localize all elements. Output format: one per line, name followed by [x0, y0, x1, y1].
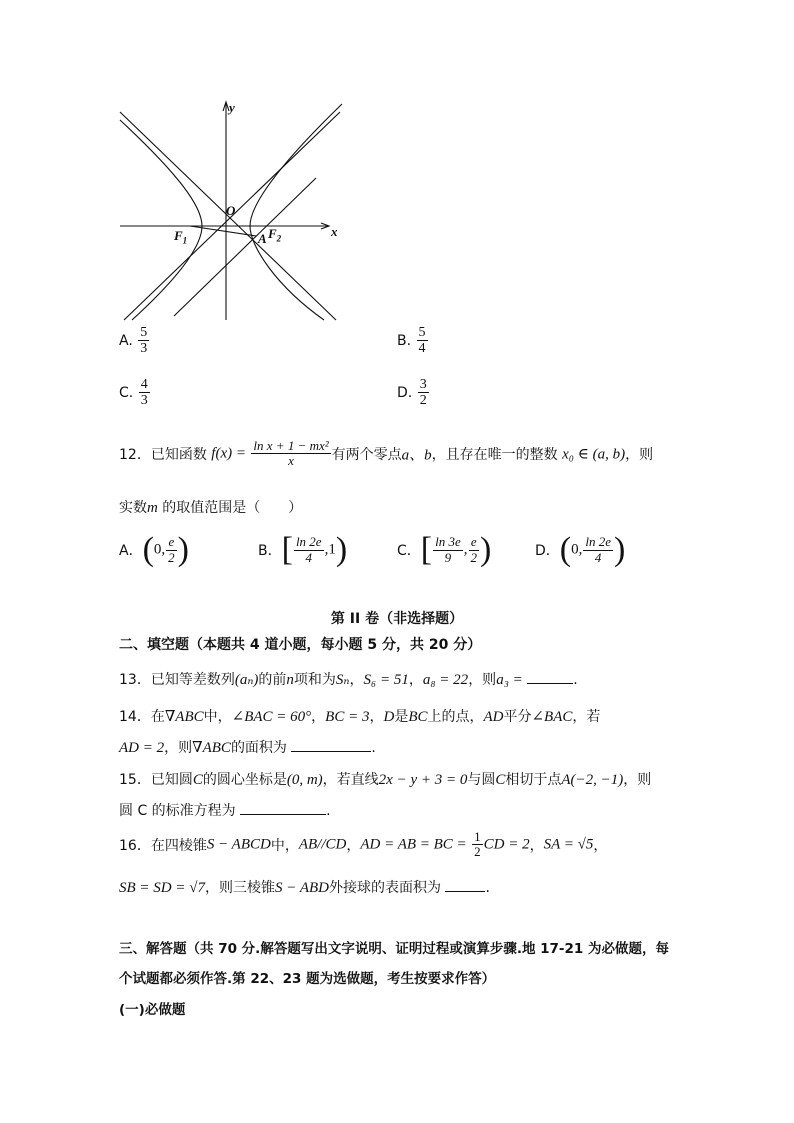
solve-header-line1: 三、解答题（共 70 分.解答题写出文字说明、证明过程或演算步骤.地 17-21 为必做题，每 [119, 941, 670, 957]
q12-option-b[interactable]: B．[ $\frac{\ln 2e}{4}$ ,1) [258, 531, 348, 568]
q11-option-d[interactable]: D. $\frac{3}{2}$ [397, 377, 427, 409]
q16: 16．在四棱锥S − ABCD中，AB//CD，AD = AB = BC = $\frac{1}{2}$ CD = 2，SA = √5， [119, 829, 608, 860]
q16-answer-blank[interactable] [445, 877, 485, 892]
hyperbola-left-branch [120, 120, 202, 320]
q14-line2: AD = 2，则∇ABC的面积为 . [119, 737, 376, 757]
q12-stem-line2: 实数m 的取值范围是（ ） [119, 500, 303, 516]
segment-f1-a [190, 226, 256, 236]
f1-label: $F_1$ [174, 228, 188, 246]
q12-option-d[interactable]: D．(0, $\frac{\ln 2e}{4}$ ) [535, 531, 626, 568]
q11-option-a[interactable]: A. $\frac{5}{3}$ [119, 325, 148, 357]
fill-in-header: 二、填空题（本题共 4 道小题，每小题 5 分，共 20 分） [119, 637, 482, 653]
q12-option-c[interactable]: C．[ $\frac{\ln 3e}{9}$ , $\frac{e}{2}$ ) [397, 531, 492, 568]
f2-label: $F_2$ [268, 226, 282, 244]
q14-answer-blank[interactable] [291, 737, 371, 752]
solve-header-line2: 个试题都必须作答.第 22、23 题为选做题，考生按要求作答） [119, 971, 496, 987]
y-axis-label: y [229, 100, 235, 115]
q15-line2: 圆 C 的标准方程为 . [119, 800, 331, 820]
q12-option-a[interactable]: A．(0, $\frac{e}{2}$ ) [119, 531, 189, 568]
q14: 14．在∇ABC中，∠BAC = 60°，BC = 3，D是BC上的点，AD平分∠BAC，若 [119, 709, 601, 725]
origin-label: O [226, 203, 236, 218]
q12-stem: 12．已知函数 f(x) = $\frac{\text{ln x + 1 − mx²}}{x}$ 有两个零点a、b，且存在唯一的整数 x₀ ∈ (a, b)，则 [119, 438, 654, 469]
q13: 13．已知等差数列(aₙ)的前n项和为Sₙ，S₆ = 51，a₈ = 22，则a₃ = . [119, 669, 578, 689]
q11-option-b[interactable]: B. $\frac{5}{4}$ [397, 325, 426, 357]
q11-option-c[interactable]: C. $\frac{4}{3}$ [119, 377, 148, 409]
q15-answer-blank[interactable] [240, 800, 326, 815]
q15: 15．已知圆C的圆心坐标是(0, m)，若直线2x − y + 3 = 0与圆C相切于点A(−2, −1)，则 [119, 772, 652, 788]
q13-answer-blank[interactable] [527, 669, 573, 684]
q16-line2: SB = SD = √7，则三棱锥S − ABD外接球的表面积为 . [119, 877, 490, 897]
x-axis-label: x [331, 224, 338, 239]
section2-title: 第 II 卷（非选择题） [330, 611, 464, 627]
required-section-label: (一)必做题 [119, 1002, 186, 1018]
point-a-label: A [258, 231, 267, 246]
hyperbola-right-branch [250, 104, 342, 320]
